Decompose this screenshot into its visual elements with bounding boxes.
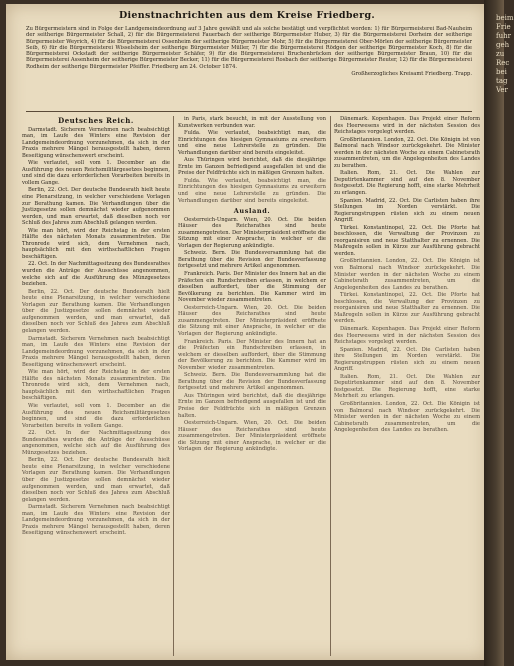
article-paragraph: Aus Thüringen wird berichtet, daß die diesjährige Ernte im Ganzen befriedigend ausgefallen ist und die Preise der Feldfrüchte sich in mäßigen Grenzen halten. xyxy=(178,157,326,177)
article-continuation: Schweiz. Bern. Die Bundesversammlung hat die Berathung über die Revision der Bundesverfassung fortgesetzt und mehrere Artikel angenommen. xyxy=(178,372,326,392)
article-paragraph: Oesterreich-Ungarn. Wien, 20. Oct. Die beiden Häuser des Reichsrathes sind heute zusammengetreten. Der Ministerpräsident eröffnete die Sitzung mit einer Ansprache, in welcher er die Vorlagen der Regierung ankündigte. xyxy=(178,216,326,249)
column-separator xyxy=(173,116,174,656)
heading-deutsches-reich: Deutsches Reich. xyxy=(58,116,134,125)
notice-body: Zu Bürgermeistern sind in Folge der Landgemeindeordnung auf 3 Jahre gewählt und als solche bestätigt und verpflichtet worden: 1) für Bürgermeisterei Bad-Nauheim der seitherige Bürgermeister Schall, 2) für die Bürgermeisterei Fauerbach der seitherige Bürgermeister Huber, 3) für die Bürgermeisterei Dorheim der seitherige Bürgermeister Weyrich, 4) für die Bürgermeisterei Ossenheim der seitherige Bürgermeister Mohr, 5) für die Bürgermeisterei Ober-Mörlen der seitherige Bürgermeister Seib, 6) für die Bürgermeisterei Wisselsheim der seitherige Bürgermeister Müller, 7) für die Bürgermeisterei Rödgen der seitherige Bürgermeister Koch, 8) für die Bürgermeisterei Ockstadt der seitherige Bürgermeister Schäfer, 9) für die Bürgermeisterei Bruchenbrücken der seitherige Bürgermeister Braun, 10) für die Bürgermeisterei Assenheim der seitherige Bürgermeister Becker, 11) für die Bürgermeisterei Rosbach der seitherige Bürgermeister Reuter, 12) für die Bürgermeisterei Rodheim der seitherige Bürgermeister Pfeiffer. xyxy=(26,26,472,70)
newspaper-page xyxy=(6,4,488,660)
article-continuation: Berlin, 22. Oct. Der deutsche Bundesrath hielt heute eine Plenarsitzung, in welcher verschiedene Vorlagen zur Berathung kamen. Die Verhandlungen über die Justizgesetze sollen demnächst wieder aufgenommen werden, und man erwartet, daß dieselben noch vor Schluß des Jahres zum Abschluß gelangen werden. xyxy=(22,288,170,334)
article-continuation: Frankreich. Paris. Der Minister des Innern hat an die Präfecten ein Rundschreiben erlassen, in welchem er dieselben auffordert, über die Stimmung der Bevölkerung zu berichten. Die Kammer wird im November wieder zusammentreten. xyxy=(178,338,326,371)
heading-ausland: Ausland. xyxy=(233,207,271,216)
column-middle xyxy=(178,116,326,656)
article-intro: in Paris, stark besucht, in mit der Ausstellung von Kunstwerken verbunden war. xyxy=(178,116,326,129)
article-paragraph: Spanien. Madrid, 22. Oct. Die Carlisten haben ihre Stellungen im Norden verstärkt. Die Regierungstruppen rüsten sich zu einem neuen Angriff. xyxy=(334,197,480,224)
adjacent-page-text: beim Frie fuhr geh zu Rec bei tag Ver xyxy=(496,14,514,94)
article-paragraph: Dänemark. Kopenhagen. Das Projekt einer Reform des Heerwesens wird in der nächsten Session des Reichstages vorgelegt werden. xyxy=(334,116,480,136)
article-paragraph: Berlin, 22. Oct. Der deutsche Bundesrath hielt heute eine Plenarsitzung, in welcher verschiedene Vorlagen zur Berathung kamen. Die Verhandlungen über die Justizgesetze sollen demnächst wieder aufgenommen werden, und man erwartet, daß dieselben noch vor Schluß des Jahres zum Abschluß gelangen werden. xyxy=(22,187,170,227)
notice-signer: Trapp. xyxy=(454,71,472,78)
article-continuation: Fulda. Wie verlautet, beabsichtigt man, die Einrichtungen des hiesigen Gymnasiums zu erweitern und eine neue Lehrerstelle zu gründen. Die Verhandlungen darüber sind bereits eingeleitet. xyxy=(178,177,326,204)
notice-authority: Großherzogliches Kreisamt Friedberg. xyxy=(351,71,454,78)
column-separator xyxy=(330,116,331,656)
article-continuation: Italien. Rom, 21. Oct. Die Wahlen zur Deputirtenkammer sind auf den 8. November festgesetzt. Die Regierung hofft, eine starke Mehrheit zu erlangen. xyxy=(334,373,480,400)
article-paragraph: 22. Oct. In der Nachmittagssitzung des Bundesrathes wurden die Anträge der Ausschüsse angenommen, welche sich auf die Ausführung des Münzgesetzes beziehen. xyxy=(22,261,170,288)
article-continuation: Großbritannien. London, 22. Oct. Die Königin ist von Balmoral nach Windsor zurückgekehrt. Die Minister werden in der nächsten Woche zu einem Cabinetsrath zusammentreten, um die Angelegenheiten des Landes zu berathen. xyxy=(334,258,480,291)
article-paragraph: Türkei. Konstantinopel, 22. Oct. Die Pforte hat beschlossen, die Verwaltung der Provinzen zu reorganisiren und neue Statthalter zu ernennen. Die Maßregeln sollen in Kürze zur Ausführung gebracht werden. xyxy=(334,224,480,257)
column-right xyxy=(334,116,480,656)
article-continuation: Spanien. Madrid, 22. Oct. Die Carlisten haben ihre Stellungen im Norden verstärkt. Die Regierungstruppen rüsten sich zu einem neuen Angriff. xyxy=(334,346,480,373)
article-continuation: Wie verlautet, soll vom 1. December an die Ausführung des neuen Reichsmilitärgesetzes beginnen, und sind die dazu erforderlichen Vorarbeiten bereits in vollem Gange. xyxy=(22,402,170,429)
notice-date: Friedberg am 24. October 1874. xyxy=(151,63,238,70)
article-continuation: 22. Oct. In der Nachmittagssitzung des Bundesrathes wurden die Anträge der Ausschüsse angenommen, welche sich auf die Ausführung des Münzgesetzes beziehen. xyxy=(22,430,170,456)
column-left xyxy=(22,116,170,656)
article-continuation: Darmstadt. Sicherem Vernehmen nach beabsichtigt man, im Laufe des Winters eine Revision der Landgemeindeordnung vorzunehmen, da sich in der Praxis mehrere Mängel herausgestellt haben, deren Beseitigung wünschenswert erscheint. xyxy=(22,504,170,537)
column-divider-rule xyxy=(26,111,472,112)
article-paragraph: Wie verlautet, soll vom 1. December an die Ausführung des neuen Reichsmilitärgesetzes beginnen, und sind die dazu erforderlichen Vorarbeiten bereits in vollem Gange. xyxy=(22,160,170,186)
article-paragraph: Darmstadt. Sicherem Vernehmen nach beabsichtigt man, im Laufe des Winters eine Revision der Landgemeindeordnung vorzunehmen, da sich in der Praxis mehrere Mängel herausgestellt haben, deren Beseitigung wünschenswert erscheint. xyxy=(22,126,170,159)
article-paragraph: Wie man hört, wird der Reichstag in der ersten Hälfte des nächsten Monats zusammentreten. Die Thronrede wird sich, dem Vernehmen nach, hauptsächlich mit den wirthschaftlichen Fragen beschäftigen. xyxy=(22,227,170,260)
notice-signature xyxy=(26,71,472,77)
article-paragraph: Fulda. Wie verlautet, beabsichtigt man, die Einrichtungen des hiesigen Gymnasiums zu erweitern und eine neue Lehrerstelle zu gründen. Die Verhandlungen darüber sind bereits eingeleitet. xyxy=(178,130,326,156)
official-notice xyxy=(26,26,472,77)
article-continuation: Aus Thüringen wird berichtet, daß die diesjährige Ernte im Ganzen befriedigend ausgefallen ist und die Preise der Feldfrüchte sich in mäßigen Grenzen halten. xyxy=(178,392,326,419)
article-paragraph: Großbritannien. London, 22. Oct. Die Königin ist von Balmoral nach Windsor zurückgekehrt. Die Minister werden in der nächsten Woche zu einem Cabinetsrath zusammentreten, um die Angelegenheiten des Landes zu berathen. xyxy=(334,136,480,169)
article-continuation: Wie man hört, wird der Reichstag in der ersten Hälfte des nächsten Monats zusammentreten. Die Thronrede wird sich, dem Vernehmen nach, hauptsächlich mit den wirthschaftlichen Fragen beschäftigen. xyxy=(22,369,170,402)
article-continuation: Oesterreich-Ungarn. Wien, 20. Oct. Die beiden Häuser des Reichsrathes sind heute zusammengetreten. Der Ministerpräsident eröffnete die Sitzung mit einer Ansprache, in welcher er die Vorlagen der Regierung ankündigte. xyxy=(178,304,326,337)
article-paragraph: Schweiz. Bern. Die Bundesversammlung hat die Berathung über die Revision der Bundesverfassung fortgesetzt und mehrere Artikel angenommen. xyxy=(178,250,326,270)
article-continuation: Berlin, 22. Oct. Der deutsche Bundesrath hielt heute eine Plenarsitzung, in welcher verschiedene Vorlagen zur Berathung kamen. Die Verhandlungen über die Justizgesetze sollen demnächst wieder aufgenommen werden, und man erwartet, daß dieselben noch vor Schluß des Jahres zum Abschluß gelangen werden. xyxy=(22,457,170,503)
adjacent-page-edge xyxy=(484,0,514,666)
article-continuation: Türkei. Konstantinopel, 22. Oct. Die Pforte hat beschlossen, die Verwaltung der Provinzen zu reorganisiren und neue Statthalter zu ernennen. Die Maßregeln sollen in Kürze zur Ausführung gebracht werden. xyxy=(334,292,480,325)
article-paragraph: Italien. Rom, 21. Oct. Die Wahlen zur Deputirtenkammer sind auf den 8. November festgesetzt. Die Regierung hofft, eine starke Mehrheit zu erlangen. xyxy=(334,170,480,197)
article-paragraph: Frankreich. Paris. Der Minister des Innern hat an die Präfecten ein Rundschreiben erlassen, in welchem er dieselben auffordert, über die Stimmung der Bevölkerung zu berichten. Die Kammer wird im November wieder zusammentreten. xyxy=(178,271,326,304)
article-continuation: Großbritannien. London, 22. Oct. Die Königin ist von Balmoral nach Windsor zurückgekehrt. Die Minister werden in der nächsten Woche zu einem Cabinetsrath zusammentreten, um die Angelegenheiten des Landes zu berathen. xyxy=(334,400,480,434)
article-continuation: Dänemark. Kopenhagen. Das Projekt einer Reform des Heerwesens wird in der nächsten Session des Reichstages vorgelegt werden. xyxy=(334,325,480,346)
article-continuation: Darmstadt. Sicherem Vernehmen nach beabsichtigt man, im Laufe des Winters eine Revision der Landgemeindeordnung vorzunehmen, da sich in der Praxis mehrere Mängel herausgestellt haben, deren Beseitigung wünschenswert erscheint. xyxy=(22,335,170,368)
article-continuation: Oesterreich-Ungarn. Wien, 20. Oct. Die beiden Häuser des Reichsrathes sind heute zusammengetreten. Der Ministerpräsident eröffnete die Sitzung mit einer Ansprache, in welcher er die Vorlagen der Regierung ankündigte. xyxy=(178,420,326,453)
section-heading: Dienstnachrichten aus dem Kreise Friedberg. xyxy=(118,10,376,21)
